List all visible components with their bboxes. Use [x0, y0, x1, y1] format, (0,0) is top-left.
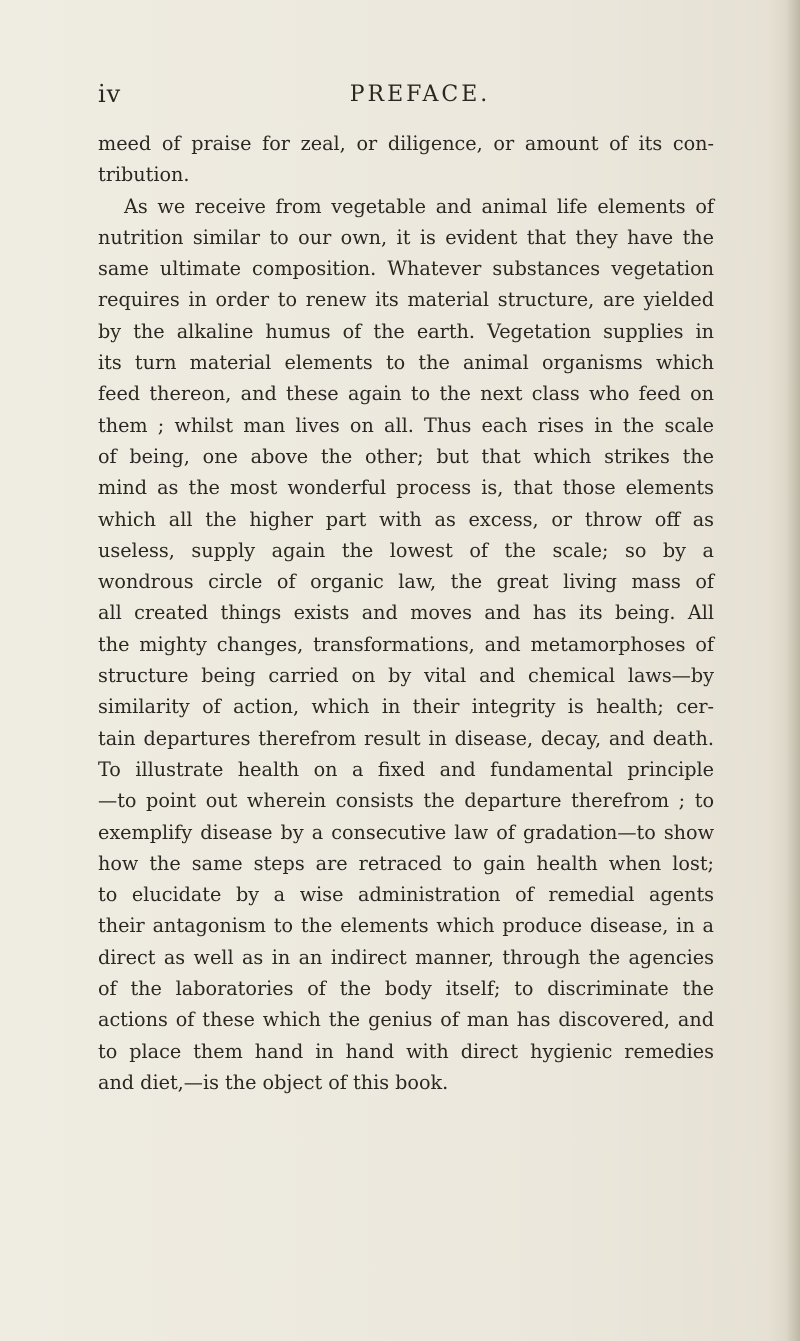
text-line: direct as well as in an indirect manner, through the agencies: [98, 945, 714, 969]
text-line: how the same steps are retraced to gain health when lost;: [98, 851, 714, 875]
text-line: actions of these which the genius of man has discovered, and: [98, 1008, 714, 1032]
text-line: exemplify disease by a consecutive law of gradation—to show: [98, 820, 714, 844]
text-line: —to point out wherein consists the departure therefrom ; to: [98, 789, 714, 813]
text-line: same ultimate composition. Whatever substances vegetation: [98, 257, 714, 281]
text-line: wondrous circle of organic law, the great living mass of: [98, 570, 714, 594]
text-line: feed thereon, and these again to the next class who feed on: [98, 382, 714, 406]
text-line: their antagonism to the elements which produce disease, in a: [98, 914, 714, 938]
text-line: them ; whilst man lives on all. Thus each rises in the scale: [98, 413, 714, 437]
text-line: mind as the most wonderful process is, that those elements: [98, 476, 714, 500]
text-line: useless, supply again the lowest of the scale; so by a: [98, 538, 714, 562]
text-line: of being, one above the other; but that which strikes the: [98, 444, 714, 468]
text-line: by the alkaline humus of the earth. Vegetation supplies in: [98, 319, 714, 343]
text-line: and diet,—is the object of this book.: [98, 1070, 449, 1094]
text-line: As we receive from vegetable and animal life elements of: [124, 194, 714, 218]
text-line: the mighty changes, transformations, and metamorphoses of: [98, 632, 714, 656]
text-line: tain departures therefrom result in disease, decay, and death.: [98, 726, 714, 750]
running-title: PREFACE.: [349, 82, 491, 107]
text-line: To illustrate health on a fixed and fundamental principle: [98, 757, 714, 781]
body-text: [98, 128, 714, 1098]
text-line: to place them hand in hand with direct hygienic remedies: [98, 1039, 714, 1063]
running-head: [98, 80, 718, 110]
page-number: iv: [98, 80, 122, 108]
text-line: which all the higher part with as excess, or throw off as: [98, 507, 714, 531]
text-line: similarity of action, which in their integrity is health; cer-: [98, 695, 714, 719]
text-line: requires in order to renew its material structure, are yielded: [98, 288, 714, 312]
text-line: to elucidate by a wise administration of remedial agents: [98, 883, 714, 907]
text-line: tribution.: [98, 163, 190, 187]
text-line: of the laboratories of the body itself; to discriminate the: [98, 977, 714, 1001]
page-edge-shadow: [786, 0, 800, 1341]
text-line: meed of praise for zeal, or diligence, or amount of its con-: [98, 132, 714, 155]
text-line: its turn material elements to the animal organisms which: [98, 351, 714, 375]
text-line: all created things exists and moves and has its being. All: [98, 601, 714, 625]
text-line: structure being carried on by vital and chemical laws—by: [98, 664, 714, 688]
text-line: nutrition similar to our own, it is evident that they have the: [98, 225, 714, 249]
